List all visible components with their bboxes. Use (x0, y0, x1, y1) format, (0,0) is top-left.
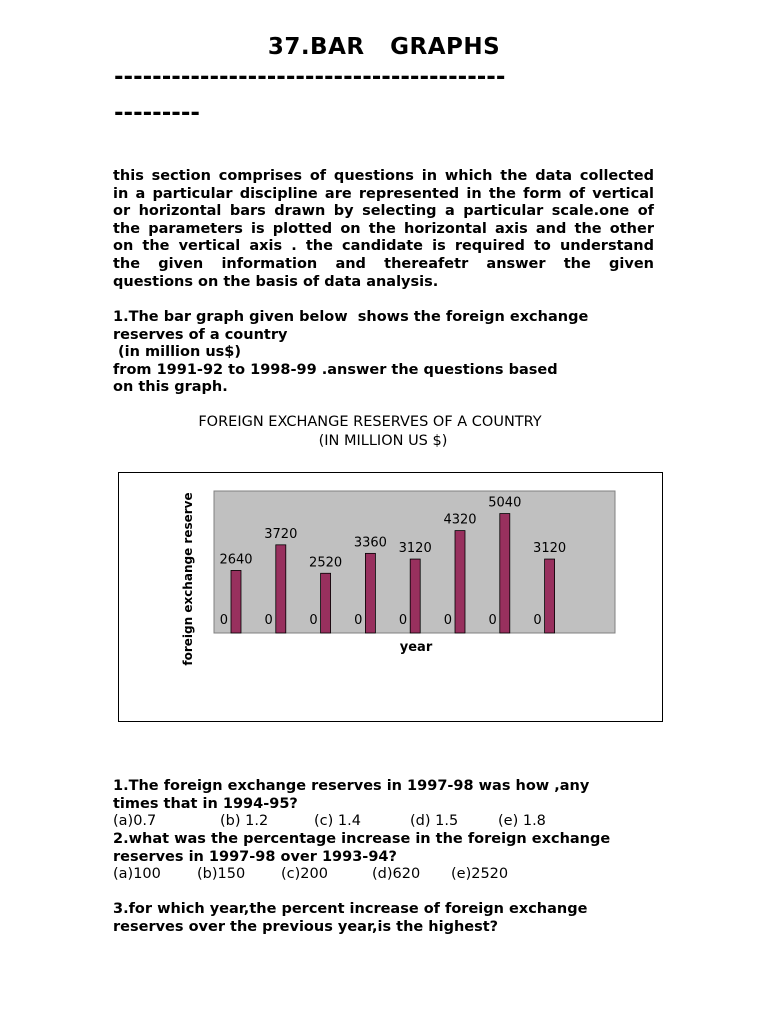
question-line: times that in 1994-95? (113, 795, 298, 812)
question-line: reserves over the previous year,is the highest? (113, 918, 499, 935)
option-c[interactable]: (c)200 (281, 866, 328, 882)
chart-title: FOREIGN EXCHANGE RESERVES OF A COUNTRY (198, 414, 542, 430)
option-a[interactable]: (a)0.7 (113, 813, 157, 829)
problem-line: from 1991-92 to 1998-99 .answer the questions based (113, 361, 558, 378)
intro-line: in a particular discipline are represented in the form of vertical (113, 185, 654, 202)
bar-value-label: 2640 (219, 552, 253, 568)
problem-line: (in million us$) (113, 344, 242, 361)
bar (500, 514, 510, 633)
option-d[interactable]: (d) 1.5 (410, 813, 459, 829)
bar-value-label: 5040 (488, 495, 522, 511)
question-line: 2.what was the percentage increase in the foreign exchange (113, 831, 611, 847)
problem-statement (113, 309, 588, 397)
bar-zero-label: 0 (443, 613, 452, 628)
intro-line: on the vertical axis . the candidate is required to understand (113, 238, 654, 255)
problem-line: 1.The bar graph given below shows the foreign exchange (113, 309, 589, 325)
question-line: 1.The foreign exchange reserves in 1997-98 was how ,any (113, 778, 590, 794)
bar (410, 559, 420, 633)
intro-paragraph (113, 168, 654, 291)
bar-zero-label: 0 (533, 613, 542, 628)
intro-line: or horizontal bars drawn by selecting a particular scale.one of (113, 203, 654, 220)
bar-value-label: 3120 (533, 541, 567, 557)
chart-subtitle: (IN MILLION US $) (318, 433, 448, 449)
intro-line: the given information and thereafetr answer the given (113, 255, 654, 272)
bar (455, 531, 465, 633)
option-e[interactable]: (e)2520 (451, 866, 509, 882)
problem-line: reserves of a country (113, 326, 288, 343)
bar-value-label: 3360 (353, 535, 387, 551)
bar-zero-label: 0 (488, 613, 497, 628)
bar-zero-label: 0 (264, 613, 273, 628)
option-b[interactable]: (b) 1.2 (220, 813, 269, 829)
title-underline-dashes: ----------------------------------------- (114, 64, 506, 90)
bar (276, 545, 286, 633)
option-a[interactable]: (a)100 (113, 866, 161, 882)
question-line: reserves in 1997-98 over 1993-94? (113, 848, 397, 865)
question-3 (113, 901, 587, 936)
bar-value-label: 3120 (398, 541, 432, 557)
question-2 (113, 831, 610, 866)
bar-value-label: 4320 (443, 512, 477, 528)
bar-zero-label: 0 (354, 613, 363, 628)
bar-zero-label: 0 (398, 613, 408, 628)
intro-line: this section comprises of questions in which the data collected (113, 168, 654, 184)
intro-line: the parameters is plotted on the horizontal axis and the other (113, 220, 654, 237)
bar (231, 570, 241, 633)
title-underline-dashes-continued: --------- (114, 100, 200, 126)
chart-frame (118, 472, 663, 722)
intro-line: questions on the basis of data analysis. (113, 273, 439, 290)
bar-zero-label: 0 (309, 613, 318, 628)
problem-line: on this graph. (113, 379, 228, 396)
question-1 (113, 778, 589, 813)
bar-value-label: 2520 (309, 555, 343, 571)
bar (321, 573, 331, 633)
bar-value-label: 3720 (264, 526, 298, 542)
bar-chart (119, 473, 662, 721)
bar (545, 559, 555, 633)
question-line: 3.for which year,the percent increase of foreign exchange (113, 901, 588, 917)
option-b[interactable]: (b)150 (197, 866, 246, 882)
page-title: 37.BAR GRAPHS (267, 34, 501, 60)
bar-zero-label: 0 (219, 613, 228, 628)
option-c[interactable]: (c) 1.4 (314, 813, 361, 829)
bar (365, 553, 375, 633)
option-e[interactable]: (e) 1.8 (498, 813, 546, 829)
x-axis-label: year (399, 640, 433, 655)
y-axis-label: foreign exchange reserve (181, 492, 195, 666)
option-d[interactable]: (d)620 (372, 866, 421, 882)
